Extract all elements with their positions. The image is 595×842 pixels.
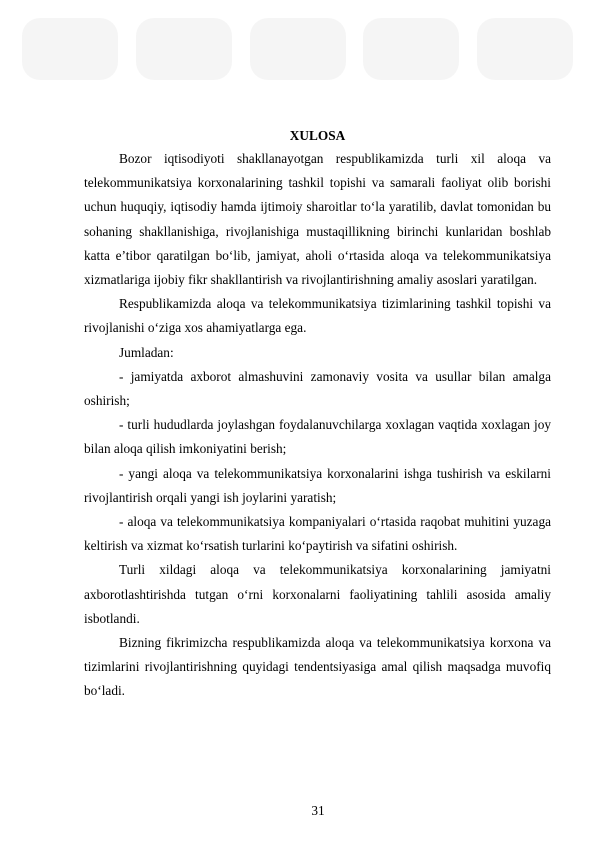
watermark-top: [0, 18, 595, 80]
paragraph-importance: Respublikamizda aloqa va telekommunikatsiya tizimlarining tashkil topishi va rivojlanishi o‘ziga xos ahamiyatlarga ega.: [84, 296, 551, 336]
list-item-new-jobs: - yangi aloqa va telekommunikatsiya korxonalarini ishga tushirish va eskilarni rivojlantirish orqali yangi ish joylarini yaratish;: [84, 465, 551, 505]
list-item-information-exchange: - jamiyatda axborot almashuvini zamonaviy vosita va usullar bilan amalga oshirish;: [84, 368, 551, 409]
paragraph-conclusion-intro: Bozor iqtisodiyoti shakllanayotgan respublikamizda turli xil aloqa va telekommunikatsiya korxonalarining tashkil topishi va samarali faoliyat olib borishi uchun huquqiy, iqtisodiy hamda ijtimoiy sharoitlar to‘la yaratilib, davlat tomonidan bu sohaning shakllanishiga, rivojlanishiga mustaqillikning birinchi kunlaridan boshlab katta e’tibor qaratilgan bo‘lib, jamiyat, aholi o‘rtasida aloqa va telekommunikatsiya xizmatlariga ijobiy fikr shakllantirish va rivojlantirishning amaliy asoslari yaratilgan.: [84, 151, 551, 288]
paragraph-recommendation: Bizning fikrimizcha respublikamizda aloqa va telekommunikatsiya korxona va tizimlarini rivojlantirishning quyidagi tendentsiyasiga amal qilish maqsadga muvofiq bo‘ladi.: [84, 635, 551, 699]
list-item-communication-access: - turli hududlarda joylashgan foydalanuvchilarga xoxlagan vaqtida xoxlagan joy bilan aloqa qilish imkoniyatini berish;: [84, 417, 551, 457]
paragraph-analysis: Turli xildagi aloqa va telekommunikatsiya korxonalarining jamiyatni axborotlashtirishda tutgan o‘rni korxonalarni faoliyatining tahlili asosida amaliy isbotlandi.: [84, 562, 551, 626]
page-number: 31: [311, 803, 325, 818]
watermark-shape: [363, 18, 459, 80]
watermark-shape: [136, 18, 232, 80]
document-body: [84, 126, 551, 704]
section-title: XULOSA: [289, 128, 346, 143]
watermark-shape: [22, 18, 118, 80]
watermark-shape: [477, 18, 573, 80]
watermark-shape: [250, 18, 346, 80]
paragraph-including: Jumladan:: [119, 344, 174, 360]
list-item-competition: - aloqa va telekommunikatsiya kompaniyalari o‘rtasida raqobat muhitini yuzaga keltirish va xizmat ko‘rsatish turlarini ko‘paytirish va sifatini oshirish.: [84, 514, 551, 554]
